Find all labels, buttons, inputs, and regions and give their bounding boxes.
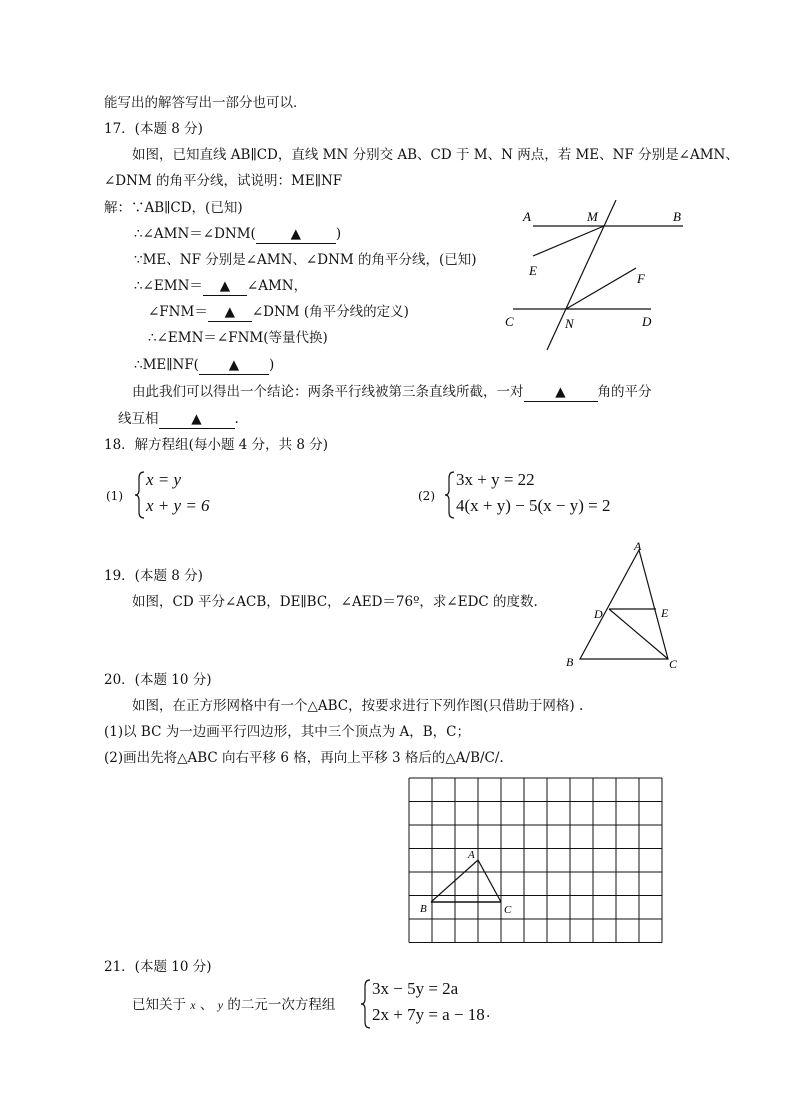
intro-line: 能写出的解答写出一部分也可以.	[104, 95, 298, 111]
ray-me	[533, 226, 604, 256]
q21-eq1: 3x − 5y = 2a	[372, 979, 459, 998]
q17-conclusion-line1: 由此我们可以得出一个结论：两条平行线被第三条直线所截，一对 ▲ 角的平分	[132, 384, 652, 400]
q19-stem: 如图，CD 平分∠ACB，DE∥BC，∠AED＝76º，求∠EDC 的度数.	[132, 594, 538, 610]
label-a: A	[634, 539, 642, 553]
answer-blank[interactable]: ▲	[208, 303, 252, 322]
q21-eq2: 2x + 7y = a − 18	[372, 1005, 485, 1024]
q17-step3: ∴∠EMN＝ ▲ ∠AMN，	[134, 278, 308, 294]
label-d: D	[642, 314, 652, 329]
label-c: C	[504, 904, 512, 916]
answer-blank[interactable]: ▲	[524, 383, 598, 402]
q20-part1: (1)以 BC 为一边画平行四边形，其中三个顶点为 A，B，C；	[104, 724, 470, 740]
q17-step1: ∴∠AMN＝∠DNM( ▲ )	[134, 226, 342, 242]
q18-heading: 18．解方程组(每小题 4 分，共 8 分)	[104, 437, 329, 453]
brace-icon	[360, 978, 372, 1030]
label-m: M	[587, 209, 598, 224]
q21-end: .	[486, 1005, 491, 1021]
q18-part2-label: (2)	[418, 489, 435, 503]
q18-eq1a: x = y	[146, 470, 182, 489]
q18-part1-label: (1)	[106, 489, 123, 503]
label-e: E	[529, 263, 537, 278]
line-mn	[547, 200, 616, 350]
segment-dc	[609, 609, 668, 659]
label-b: B	[673, 209, 681, 224]
q17-heading: 17．(本题 8 分)	[104, 121, 203, 137]
q19-heading: 19．(本题 8 分)	[104, 568, 203, 584]
q20-grid-figure	[404, 772, 668, 948]
label-d: D	[594, 607, 603, 621]
q17-stem-line2: ∠DNM 的角平分线，试说明：ME∥NF	[104, 173, 343, 189]
brace-icon	[134, 470, 146, 520]
q20-part2: (2)画出先将△ABC 向右平移 6 格，再向上平移 3 格后的△A/B/C/.	[104, 750, 504, 766]
label-a: A	[468, 849, 475, 861]
q18-eq2a: 3x + y = 22	[456, 470, 535, 489]
ray-nf	[566, 268, 636, 309]
q17-conclusion-line2: 线互相 ▲ .	[118, 411, 239, 427]
label-c: C	[505, 314, 514, 329]
q20-stem: 如图，在正方形网格中有一个△ABC，按要求进行下列作图(只借助于网格) .	[132, 698, 584, 714]
answer-blank[interactable]: ▲	[199, 356, 269, 375]
q18-eq2b: 4(x + y) − 5(x − y) = 2	[456, 496, 611, 515]
label-n: N	[565, 316, 574, 331]
q17-stem-line1: 如图，已知直线 AB∥CD，直线 MN 分别交 AB、CD 于 M、N 两点，若 ME、NF 分别是∠AMN、	[132, 147, 739, 163]
label-a: A	[523, 209, 531, 224]
label-c: C	[669, 657, 678, 671]
q17-step5: ∴∠EMN＝∠FNM(等量代换)	[148, 330, 328, 346]
triangle-abc	[580, 550, 668, 659]
label-e: E	[661, 606, 669, 620]
brace-icon	[444, 470, 456, 520]
q19-figure	[560, 536, 690, 672]
label-b: B	[566, 655, 574, 669]
label-f: F	[637, 271, 645, 286]
q21-heading: 21．(本题 10 分)	[104, 959, 212, 975]
answer-blank[interactable]: ▲	[159, 410, 235, 429]
q21-stem: 已知关于 x 、 y 的二元一次方程组	[132, 997, 336, 1013]
q17-figure	[495, 200, 715, 360]
q17-solution-start: 解：∵AB∥CD，(已知)	[104, 200, 243, 216]
q20-heading: 20．(本题 10 分)	[104, 672, 212, 688]
answer-blank[interactable]: ▲	[256, 225, 336, 244]
answer-blank[interactable]: ▲	[203, 277, 247, 296]
q17-step2: ∵ME、NF 分别是∠AMN、∠DNM 的角平分线，(已知)	[134, 252, 477, 268]
label-b: B	[420, 903, 427, 915]
q17-step4: ∠FNM＝ ▲ ∠DNM (角平分线的定义)	[148, 304, 409, 320]
q18-eq1b: x + y = 6	[146, 496, 210, 515]
q17-step6: ∴ME∥NF( ▲ )	[134, 357, 275, 373]
square-grid	[409, 778, 662, 943]
